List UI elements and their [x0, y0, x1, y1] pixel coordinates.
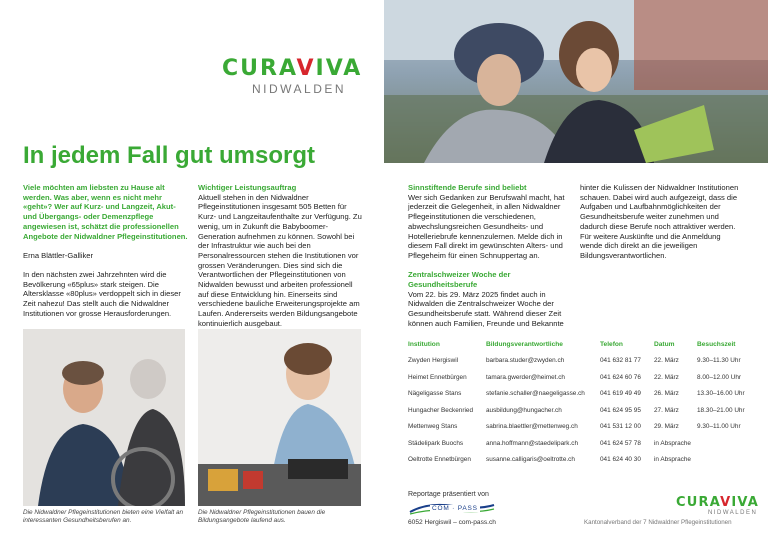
table-header: Besuchszeit — [697, 341, 736, 348]
photo-caregiver-illustration — [23, 329, 185, 506]
table-cell: 041 624 57 78 — [600, 439, 641, 447]
logo-wordmark: CURAVIVA — [222, 56, 363, 81]
table-cell: in Absprache — [654, 439, 691, 447]
table-cell: in Absprache — [654, 456, 691, 463]
logo-subtitle: NIDWALDEN — [252, 82, 347, 96]
table-row — [408, 357, 753, 374]
body-paragraph: Wer sich Gedanken zur Berufswahl macht, hat jederzeit die Gelegenheit, in allen Nidwaldner Pflegeinstitutionen die verschiedenen, abwechslungsreichen Gesundheits- und Hotelleriebrufe kennenzulernen. Melde dich in diesem Fall direkt im gewünschten Alters- und Pflegeheim für einen Schnuppertag an. — [408, 192, 565, 260]
author-name: Erna Blättler-Galliker — [23, 250, 94, 260]
address-line: 6052 Hergiswil – com-pass.ch — [408, 519, 496, 526]
table-cell: 27. März — [654, 406, 679, 414]
email-link[interactable]: barbara.studer@zwyden.ch — [486, 357, 565, 364]
table-cell: 041 632 81 77 — [600, 357, 641, 364]
curaviva-logo-small — [676, 495, 760, 516]
table-cell: 041 619 49 49 — [600, 390, 641, 397]
article-column-3 — [408, 183, 573, 338]
reportage-note: Reportage präsentiert von — [408, 491, 489, 498]
table-cell: 9.30–11.30 Uhr — [697, 357, 741, 364]
email-link[interactable]: anna.hoffmann@staedelipark.ch — [486, 439, 578, 447]
lead-paragraph: Viele möchten am liebsten zu Hause alt werden. Was aber, wenn es nicht mehr «geht»? Wer auf Kurz- und Langzeit, Akut- und Übergangs- oder Demenzpflege angewiesen ist, schätzt die professionellen Angebote der Nidwaldner Pflegeinstitutionen. — [23, 183, 188, 241]
photo-caption: Die Nidwaldner Pflegeinstitutionen bauen die Bildungsangebote laufend aus. — [198, 509, 326, 525]
hero-photo — [384, 0, 768, 163]
table-cell: Heimet Ennetbürgen — [408, 373, 467, 381]
table-cell: 29. März — [654, 423, 679, 430]
article-column-1 — [23, 183, 188, 328]
article-column-4 — [580, 183, 745, 270]
section-heading: Wichtiger Leistungsauftrag — [198, 183, 297, 192]
table-header: Telefon — [600, 341, 623, 348]
table-cell: Mettenweg Stans — [408, 423, 458, 430]
table-cell: 13.30–16.00 Uhr — [697, 390, 745, 397]
visit-schedule-table — [408, 341, 753, 473]
table-cell: 18.30–21.00 Uhr — [697, 406, 745, 414]
email-link[interactable]: susanne.calligaris@oeltrotte.ch — [486, 456, 575, 463]
table-cell: 041 624 95 95 — [600, 406, 641, 414]
logo-wordmark: CURAVIVA — [676, 495, 760, 510]
table-header-row — [408, 341, 753, 357]
table-cell: Hungacher Beckenried — [408, 406, 474, 414]
table-row — [408, 390, 753, 407]
table-header: Bildungsverantwortliche — [486, 341, 563, 348]
compass-logo — [408, 502, 496, 516]
table-cell: 041 624 40 30 — [600, 456, 641, 463]
email-link[interactable]: tamara.gwerder@heimet.ch — [486, 373, 565, 381]
body-paragraph: In den nächsten zwei Jahrzehnten wird die Bevölkerung «65plus» stark steigen. Die Altersklasse «80plus» verdoppelt sich in dieser Zeit nahezu! Das stellt auch die Nidwaldner Institutionen vor grosse Herausforderungen. — [23, 269, 181, 318]
table-cell: 041 531 12 00 — [600, 423, 641, 430]
table-cell: 9.30–11.00 Uhr — [697, 423, 741, 430]
compass-wordmark: COM · PASS — [432, 505, 478, 512]
page-title: In jedem Fall gut umsorgt — [23, 142, 316, 169]
body-paragraph: Aktuell stehen in den Nidwaldner Pflegeinstitutionen insgesamt 505 Betten für Kurz- und Langzeitaufenthalte zur Verfügung. Zu wenig, um in Zukunft die Babyboomer-Generation aufnehmen zu können. Sowohl bei der Infrastruktur wie auch bei den Personalressourcen stehen die Institutionen vor grossen Veränderungen. Dies sind sich die Verantwortlichen der Pflegeinstitutionen von Nidwalden bewusst und arbeiten professionell auf diese Entwicklung hin. Einerseits sind verschiedene bauliche Erweiterungsprojekte am Laufen. Andererseits werden Bildungsangebote kontinuierlich ausgebaut. — [198, 192, 362, 328]
photo-caregiver — [23, 329, 185, 506]
photo-apprentice — [198, 329, 361, 506]
email-link[interactable]: stefanie.schaller@naegeligasse.ch — [486, 390, 585, 397]
table-header: Institution — [408, 341, 440, 348]
table-cell: 22. März — [654, 357, 679, 364]
section-heading: Sinnstiftende Berufe sind beliebt — [408, 183, 527, 192]
table-cell — [697, 456, 753, 473]
table-row — [408, 440, 753, 457]
table-row — [408, 374, 753, 391]
table-cell — [697, 440, 753, 457]
body-paragraph: Vom 22. bis 29. März 2025 findet auch in Nidwalden die Zentralschweizer Woche der Gesundheitsberufe statt. Während dieser Zeit können auch Familien, Freunde und Bekannte — [408, 289, 564, 328]
photo-caption: Die Nidwaldner Pflegeinstitutionen bieten eine Vielfalt an interessanten Gesundheitsberufen an. — [23, 509, 184, 525]
table-cell: 26. März — [654, 390, 679, 397]
hero-photo-illustration — [384, 0, 768, 163]
table-cell: 22. März — [654, 373, 679, 381]
logo-subtitle: NIDWALDEN — [708, 510, 758, 516]
table-cell: 041 624 60 76 — [600, 373, 641, 381]
curaviva-logo — [222, 58, 362, 96]
section-heading: Zentralschweizer Woche der Gesundheitsberufe — [408, 270, 511, 289]
table-row — [408, 423, 753, 440]
photo-apprentice-illustration — [198, 329, 361, 506]
table-cell: Städelipark Buochs — [408, 439, 464, 447]
association-note: Kantonalverband der 7 Nidwaldner Pflegeinstitutionen — [584, 519, 732, 526]
table-cell: 8.00–12.00 Uhr — [697, 373, 742, 381]
email-link[interactable]: ausbildung@hungacher.ch — [486, 406, 562, 414]
table-row — [408, 407, 753, 424]
email-link[interactable]: sabrina.blaettler@mettenweg.ch — [486, 423, 578, 430]
table-header: Datum — [654, 341, 675, 348]
table-cell: Nägeligasse Stans — [408, 390, 462, 397]
body-paragraph: hinter die Kulissen der Nidwaldner Institutionen schauen. Dabei wird auch aufgezeigt, dass die Aufgaben und Laufbahnmöglichkeiten der Gesundheitsberufe weiter zunehmen und dadurch diese Berufe noch attraktiver werden. Für weitere Auskünfte und die Anmeldung wende dich direkt an die jeweiligen Bildungsverantwortlichen. — [580, 183, 739, 260]
table-row — [408, 456, 753, 473]
table-cell: Oeltrotte Ennetbürgen — [408, 456, 471, 463]
article-column-2 — [198, 183, 363, 338]
table-cell: Zwyden Hergiswil — [408, 357, 459, 364]
